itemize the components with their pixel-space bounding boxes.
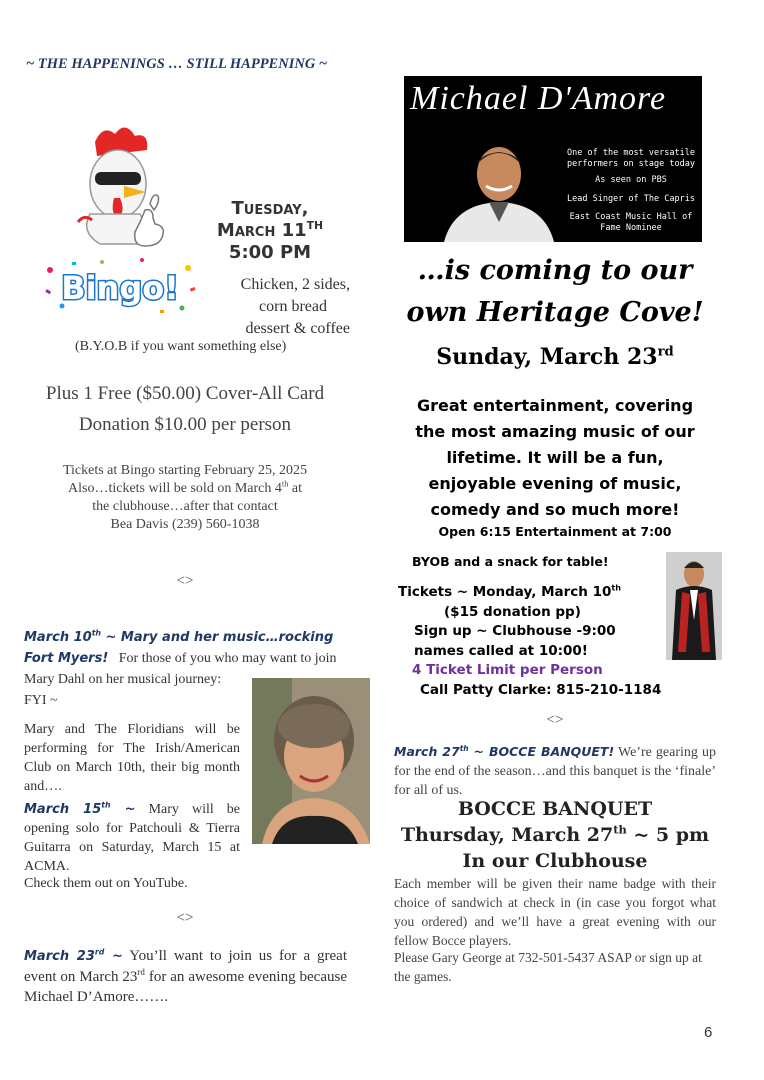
bocce-place: In our Clubhouse	[462, 850, 648, 872]
bocce-title: BOCCE BANQUET	[457, 798, 653, 820]
coming-line: own Heritage Cove!	[406, 297, 704, 328]
bingo-food-line: Chicken, 2 sides,	[240, 276, 350, 293]
banner-credit-line: performers on stage today	[567, 159, 695, 169]
michael-ticket-info	[398, 583, 668, 700]
section-divider: <>	[176, 910, 194, 926]
bingo-ticket-line: Tickets at Bingo starting February 25, 2025	[62, 463, 308, 478]
bingo-food-line: corn bread	[259, 298, 327, 315]
bingo-byob: (B.Y.O.B if you want something else)	[75, 339, 287, 354]
bingo-date: March 11TH	[216, 219, 324, 241]
bingo-donation: Donation $10.00 per person	[78, 414, 292, 435]
bingo-time: 5:00 PM	[228, 242, 312, 263]
page-header-title: ~ THE HAPPENINGS … STILL HAPPENING ~	[26, 56, 328, 72]
banner-credit-line: One of the most versatile	[567, 148, 695, 158]
mary-para-floridians: Mary and The Floridians will be performing for The Irish/American Club on March 10th, their big month and….	[24, 722, 240, 794]
michael-portrait	[444, 138, 554, 242]
signup-line: Sign up ~ Clubhouse -9:00	[414, 623, 616, 639]
bingo-ticket-line: Also…tickets will be sold on March 4th at	[68, 479, 302, 496]
banner-credit-line: Fame Nominee	[600, 223, 662, 233]
page-number: 6	[704, 1024, 713, 1041]
coming-line: …is coming to our	[417, 255, 693, 286]
bingo-ticket-info	[20, 462, 350, 534]
ticket-limit: 4 Ticket Limit per Person	[412, 662, 603, 678]
bingo-ticket-line: the clubhouse…after that contact	[92, 499, 278, 514]
bocce-intro: March 27th ~ BOCCE BANQUET! We’re gearing up for the end of the season…and this banquet is the ‘finale’ for all of us.	[394, 743, 716, 798]
bocce-para2: Please Gary George at 732-501-5437 ASAP or sign up at the games.	[394, 950, 702, 984]
description-line: enjoyable evening of music,	[428, 474, 682, 493]
michael-description	[390, 393, 720, 523]
description-line: comedy and so much more!	[430, 500, 680, 519]
michael-date: Sunday, March 23rd	[436, 344, 674, 370]
description-line: the most amazing music of our	[415, 422, 695, 441]
mary-intro-line: Mary Dahl on her musical journey:	[24, 672, 222, 687]
section-divider: <>	[546, 712, 564, 728]
michael-byob: BYOB and a snack for table!	[412, 554, 609, 569]
bingo-plus-card: Plus 1 Free ($50.00) Cover-All Card	[45, 383, 325, 404]
bingo-date-block	[205, 198, 335, 264]
bocce-para1: Each member will be given their name badge with their choice of sandwich at check in (in case you forgot what you ordered) and we’ll have a great evening with our fellow Bocce players.	[394, 876, 716, 948]
description-line: lifetime. It will be a fun,	[446, 448, 664, 467]
mary-youtube-line: Check them out on YouTube.	[24, 876, 188, 891]
banner-credit-line: Lead Singer of The Capris	[567, 194, 695, 204]
donation-line: ($15 donation pp)	[444, 603, 581, 620]
bingo-ticket-line: Bea Davis (239) 560-1038	[110, 517, 260, 532]
banner-credit-line: East Coast Music Hall of	[569, 212, 693, 222]
bingo-logo-text: Bingo!	[61, 269, 179, 307]
names-line: names called at 10:00!	[414, 642, 588, 659]
banner-name: Michael D'Amore	[410, 80, 667, 117]
bingo-food	[200, 274, 350, 340]
bingo-food-line: dessert & coffee	[245, 320, 350, 337]
section-divider: <>	[176, 573, 194, 589]
mary-intro-line: FYI ~	[24, 693, 58, 708]
march23-teaser: March 23rd ~ You’ll want to join us for a great event on March 23rd for an awesome evening because Michael D’Amore…….	[24, 947, 347, 1005]
michael-damore-banner	[404, 76, 702, 242]
bocce-date: Thursday, March 27th ~ 5 pm	[400, 822, 710, 846]
michael-small-photo	[666, 552, 722, 660]
mary-intro: Fort Myers! For those of you who may want to join	[24, 651, 337, 666]
michael-open-time: Open 6:15 Entertainment at 7:00	[438, 524, 672, 539]
description-line: Great entertainment, covering	[416, 396, 694, 415]
rooster-thumbs-up-icon	[50, 122, 180, 252]
banner-credits	[562, 148, 700, 234]
tickets-line: Tickets ~ Monday, March 10th	[398, 582, 622, 600]
bocce-title-block	[390, 796, 720, 874]
call-line: Call Patty Clarke: 815-210-1184	[420, 681, 662, 698]
bingo-day: Tuesday,	[231, 198, 309, 219]
bingo-logo	[42, 256, 197, 318]
mary-para-solo: March 15th ~ Mary will be opening solo for Patchouli & Tierra Guitarra on Saturday, March 15 at ACMA.	[24, 800, 241, 874]
mary-heading: March 10th ~ Mary and her music…rocking	[24, 628, 334, 645]
mary-dahl-photo	[252, 678, 370, 844]
coming-headline	[390, 250, 720, 334]
banner-credit-line: As seen on PBS	[595, 175, 667, 185]
